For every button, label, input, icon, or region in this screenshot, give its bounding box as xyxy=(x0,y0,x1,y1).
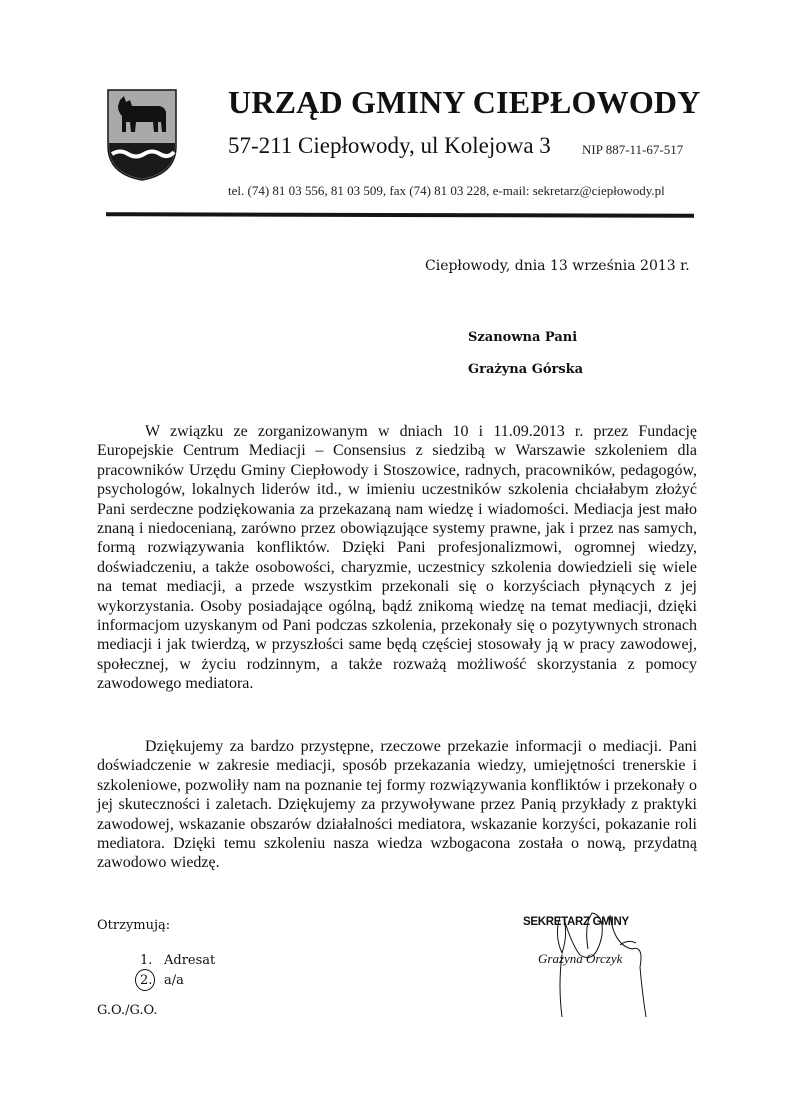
salutation: Szanowna Pani xyxy=(468,330,578,345)
item-number: 1. xyxy=(140,952,153,968)
body-paragraph: Dziękujemy za bardzo przystępne, rzeczowe przekazie informacji o mediacji. Pani doświadczenie w zakresie mediacji, sposób przekazania wiedzy, umiejętności trenerskie i szkoleniowe, pozwoliły nam na poznanie tej formy rozwiązywania konfliktów i przekonały o jej skuteczności i zaletach. Dziękujemy za przywoływane przez Panią przykłady z praktyki zawodowej, wskazanie obszarów działalności mediatora, wskazanie korzyści, pokazanie roli mediatora. Dzięki temu szkoleniu nasza wiedza wzbogacona została o nową, przydatną zawodowo wiedzę. xyxy=(97,738,697,872)
item-text: a/a xyxy=(164,972,184,988)
signatory-title: SEKRETARZ GMINY xyxy=(523,916,629,928)
nip-number: NIP 887-11-67-517 xyxy=(582,142,684,157)
organization-address: 57-211 Ciepłowody, ul Kolejowa 3 xyxy=(228,133,551,158)
distribution-item xyxy=(140,970,215,990)
item-number-circled: 2. xyxy=(140,973,164,988)
distribution-list xyxy=(140,950,215,990)
distribution-item xyxy=(140,950,215,970)
reference-initials: G.O./G.O. xyxy=(97,1003,158,1018)
recipient-name: Grażyna Górska xyxy=(468,362,584,377)
distribution-label: Otrzymują: xyxy=(97,918,171,933)
body-paragraph: W związku ze zorganizowanym w dniach 10 i 11.09.2013 r. przez Fundację Europejskie Centrum Mediacji – Consensius z siedzibą w Warszawie szkoleniem dla pracowników Urzędu Gminy Ciepłowody i Stoszowice, radnych, pracowników, pedagogów, psychologów, lokalnych liderów itd., w imieniu uczestników szkolenia chciałabym złożyć Pani serdeczne podziękowania za przekazaną nam wiedzę i wiadomości. Mediacja jest mało znaną i niedocenianą, zarówno przez obowiązujące systemy prawne, jak i przez nas samych, formą rozwiązywania konfliktów. Dzięki Pani profesjonalizmowi, ogromnej wiedzy, doświadczeniu, a także osobowości, charyzmie, uczestnicy szkolenia dowiedzieli się wiele na temat mediacji, a przede wszystkim przekonali się o korzyściach płynących z jej wykorzystania. Osoby posiadające ogólną, bądź znikomą wiedzę na temat mediacji, dzięki informacjom uzyskanym od Pani podczas szkolenia, przekonały się o pozytywnych stronach mediacji i jak twierdzą, w przyszłości same będą częściej stosowały ją w pracy zawodowej, społecznej, w życiu rodzinnym, a także rozważą możliwość skorzystania z pomocy zawodowego mediatora. xyxy=(97,423,697,693)
signatory-name: Grażyna Orczyk xyxy=(538,951,623,966)
organization-name: URZĄD GMINY CIEPŁOWODY xyxy=(228,84,701,120)
date-line: Ciepłowody, dnia 13 września 2013 r. xyxy=(425,258,690,274)
item-text: Adresat xyxy=(164,952,216,968)
coat-of-arms-icon xyxy=(106,88,178,182)
letterhead-divider xyxy=(106,212,694,218)
contact-details: tel. (74) 81 03 556, 81 03 509, fax (74) 81 03 228, e-mail: sekretarz@ciepłowody.pl xyxy=(228,183,665,198)
